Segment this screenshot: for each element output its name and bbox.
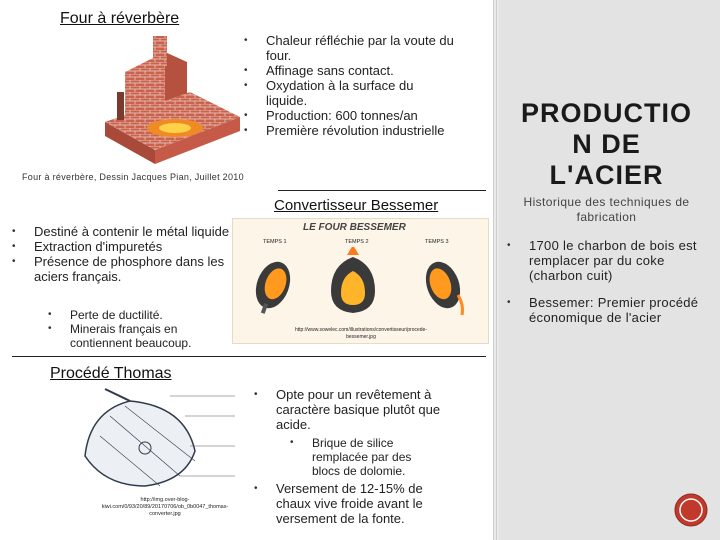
bessemer-illustration bbox=[232, 218, 489, 344]
step-label: TEMPS 2 bbox=[345, 239, 369, 245]
divider-top bbox=[278, 190, 486, 191]
step-label: TEMPS 3 bbox=[425, 239, 449, 245]
bessemer-bullet-list bbox=[8, 224, 233, 284]
sidebar-panel bbox=[493, 0, 720, 540]
four-bullet: • Oxydation à la surface du liquide. bbox=[240, 78, 455, 108]
four-bullet: • Affinage sans contact. bbox=[240, 63, 455, 78]
bessemer-image-caption: http://www.sowelec.com/illustrations/convertisseur/procede-bessemer.jpg bbox=[295, 327, 427, 340]
step-label: TEMPS 1 bbox=[263, 239, 287, 245]
thomas-bullet: • Opte pour un revêtement à caractère basique plutôt que acide. bbox=[250, 387, 450, 432]
thomas-sub-list bbox=[286, 436, 436, 478]
thomas-bullet-list bbox=[250, 387, 450, 432]
thomas-title: Procédé Thomas bbox=[50, 365, 172, 382]
thomas-bullet: • Versement de 12-15% de chaux vive froide avant le versement de la fonte. bbox=[250, 481, 450, 526]
bessemer-bullet: • Destiné à contenir le métal liquide bbox=[8, 224, 233, 239]
reverberatory-furnace-drawing bbox=[95, 32, 245, 172]
slide-title-line: N DE bbox=[572, 129, 641, 159]
bessemer-title: Convertisseur Bessemer bbox=[274, 197, 439, 214]
bessemer-bullet: • Extraction d'impuretés bbox=[8, 239, 233, 254]
four-bullet: • Première révolution industrielle bbox=[240, 123, 455, 138]
sidebar-bullet-list bbox=[503, 238, 708, 337]
slide-title bbox=[493, 98, 720, 191]
sidebar-bullet: • 1700 le charbon de bois est remplacer par du coke (charbon cuit) bbox=[503, 238, 708, 283]
slide-title-line: L'ACIER bbox=[549, 160, 664, 190]
slide-title-line: PRODUCTIO bbox=[521, 98, 692, 128]
four-bullet: • Production: 600 tonnes/an bbox=[240, 108, 455, 123]
slide-subtitle: Historique des techniques de fabrication bbox=[523, 195, 690, 224]
four-bullet-list bbox=[240, 33, 455, 138]
thomas-image-caption: http://img.over-blog-kiwi.com/0/93/20/89/20170706/ob_0b0047_thomas-converter.jpg bbox=[101, 497, 229, 517]
sidebar-bullet: • Bessemer: Premier procédé économique de l'acier bbox=[503, 295, 708, 325]
converter-stages-drawing bbox=[233, 247, 488, 319]
four-title: Four à réverbère bbox=[60, 10, 180, 27]
bessemer-sub-list bbox=[44, 308, 224, 350]
thomas-bullet-list-2 bbox=[250, 481, 450, 526]
thomas-sub-bullet: • Brique de silice remplacée par des blocs de dolomie. bbox=[286, 436, 436, 478]
thomas-converter-diagram bbox=[60, 386, 245, 496]
bessemer-image-title: LE FOUR BESSEMER bbox=[303, 222, 406, 233]
slide-number-badge-icon bbox=[673, 492, 709, 528]
sidebar-stripe bbox=[493, 0, 499, 540]
bessemer-sub-bullet: • Perte de ductilité. bbox=[44, 308, 224, 322]
four-caption: Four à réverbère, Dessin Jacques Pian, Juillet 2010 bbox=[22, 172, 244, 182]
divider-bottom bbox=[12, 356, 486, 357]
four-bullet: • Chaleur réfléchie par la voute du four. bbox=[240, 33, 455, 63]
bessemer-bullet: • Présence de phosphore dans les aciers français. bbox=[8, 254, 233, 284]
bessemer-sub-bullet: • Minerais français en contiennent beaucoup. bbox=[44, 322, 224, 350]
